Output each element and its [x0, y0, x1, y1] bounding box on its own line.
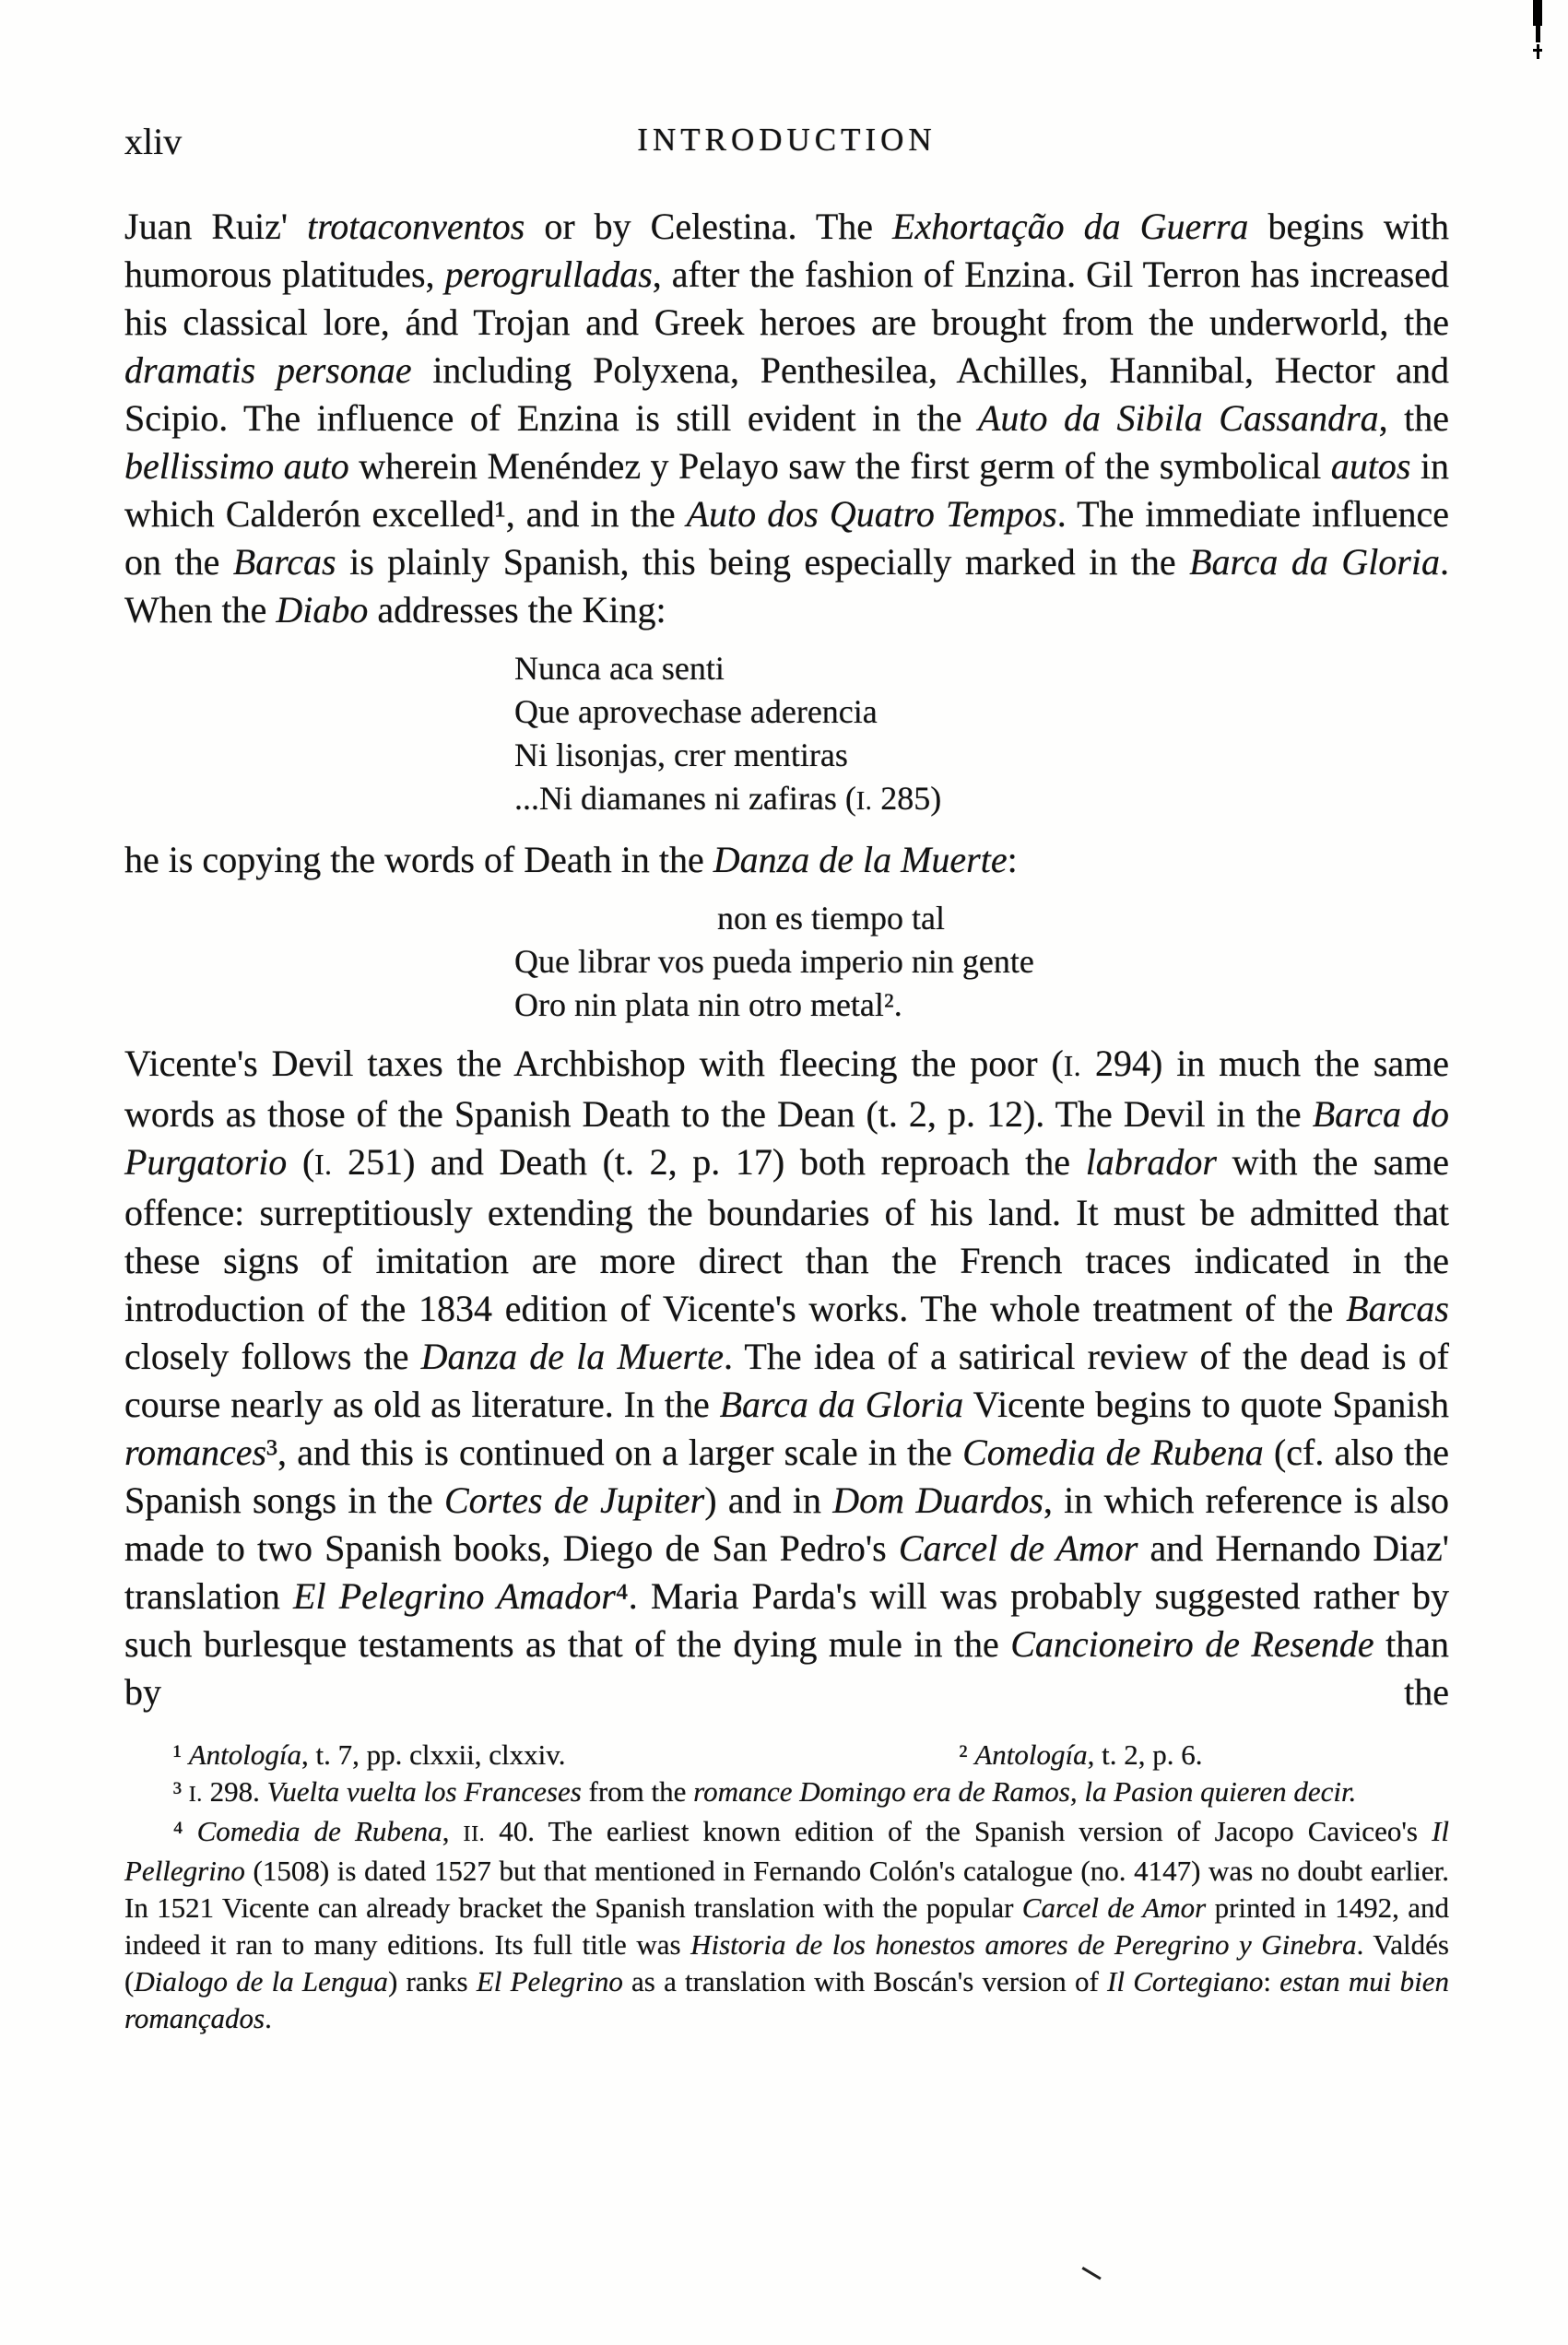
pen-mark-artifact	[1081, 2267, 1101, 2280]
text-block	[124, 120, 1449, 2037]
body-text	[124, 203, 1449, 2037]
verse-quote-2	[514, 897, 1449, 1027]
scan-ink-artifact	[1537, 44, 1539, 59]
scan-ink-artifact	[1536, 24, 1540, 42]
running-head: INTRODUCTION	[637, 122, 937, 158]
verse-line: Ni lisonjas, crer mentiras	[514, 736, 848, 773]
verse-line: Oro nin plata nin otro metal².	[514, 986, 902, 1023]
verse-line: Que librar vos pueda imperio nin gente	[514, 943, 1034, 980]
footnote-row	[124, 1737, 1449, 1773]
scan-ink-artifact	[1533, 0, 1542, 26]
footnote-4: ⁴ Comedia de Rubena, II. 40. The earliest known edition of the Spanish version of Jacopo Caviceo's Il Pellegrino (1508) is dated 1527 but that mentioned in Fernando Colón's catalogue (no. 4147) was no doubt earlier. In 1521 Vicente can already bracket the Spanish translation with the popular Carcel de Amor printed in 1492, and indeed it ran to many editions. Its full title was Historia de los honestos amores de Peregrino y Ginebra. Valdés (Dialogo de la Lengua) ranks El Pelegrino as a translation with Boscán's version of Il Cortegiano: estan mui bien romançados.	[124, 1815, 1450, 2034]
verse-line: Nunca aca senti	[514, 650, 725, 687]
footnote-3: ³ I. 298. Vuelta vuelta los Franceses from the romance Domingo era de Ramos, la Pasion quieren decir.	[172, 1775, 1357, 1808]
footnote-2: ² Antología, t. 2, p. 6.	[959, 1738, 1203, 1771]
page-header	[124, 120, 1449, 168]
verse-line: non es tiempo tal	[717, 900, 945, 937]
paragraph-1: Juan Ruiz' trotaconventos or by Celestina. The Exhortação da Guerra begins with humorous platitudes, perogrulladas, after the fashion of Enzina. Gil Terron has increased his classical lore, ánd Trojan and Greek heroes are brought from the underworld, the dramatis personae including Polyxena, Penthesilea, Achilles, Hannibal, Hector and Scipio. The influence of Enzina is still evident in the Auto da Sibila Cassandra, the bellissimo auto wherein Menéndez y Pelayo saw the first germ of the symbolical autos in which Calderón excelled¹, and in the Auto dos Quatro Tempos. The immediate influence on the Barcas is plainly Spanish, this being especially marked in the Barca da Gloria. When the Diabo addresses the King:	[124, 206, 1449, 630]
verse-line: ...Ni diamanes ni zafiras (I. 285)	[514, 780, 942, 817]
footnotes	[124, 1737, 1449, 2037]
verse-quote-1	[514, 647, 1449, 823]
paragraph-2: he is copying the words of Death in the Danza de la Muerte:	[124, 839, 1018, 880]
footnote-1: ¹ Antología, t. 7, pp. clxxii, clxxiv.	[172, 1738, 566, 1771]
scan-ink-artifact	[1533, 49, 1542, 52]
page-number: xliv	[124, 121, 183, 162]
verse-line: Que aprovechase aderencia	[514, 693, 878, 730]
paragraph-3: Vicente's Devil taxes the Archbishop with fleecing the poor (I. 294) in much the same words as those of the Spanish Death to the Dean (t. 2, p. 12). The Devil in the Barca do Purgatorio (I. 251) and Death (t. 2, p. 17) both reproach the labrador with the same offence: surreptitiously extending the boundaries of his land. It must be admitted that these signs of imitation are more direct than the French traces indicated in the introduction of the 1834 edition of Vicente's works. The whole treatment of the Barcas closely follows the Danza de la Muerte. The idea of a satirical review of the dead is of course nearly as old as literature. In the Barca da Gloria Vicente begins to quote Spanish romances³, and this is continued on a larger scale in the Comedia de Rubena (cf. also the Spanish songs in the Cortes de Jupiter) and in Dom Duardos, in which reference is also made to two Spanish books, Diego de San Pedro's Carcel de Amor and Hernando Diaz' translation El Pelegrino Amador⁴. Maria Parda's will was probably suggested rather by such burlesque testaments as that of the dying mule in the Cancioneiro de Resende than by the	[124, 1043, 1450, 1713]
